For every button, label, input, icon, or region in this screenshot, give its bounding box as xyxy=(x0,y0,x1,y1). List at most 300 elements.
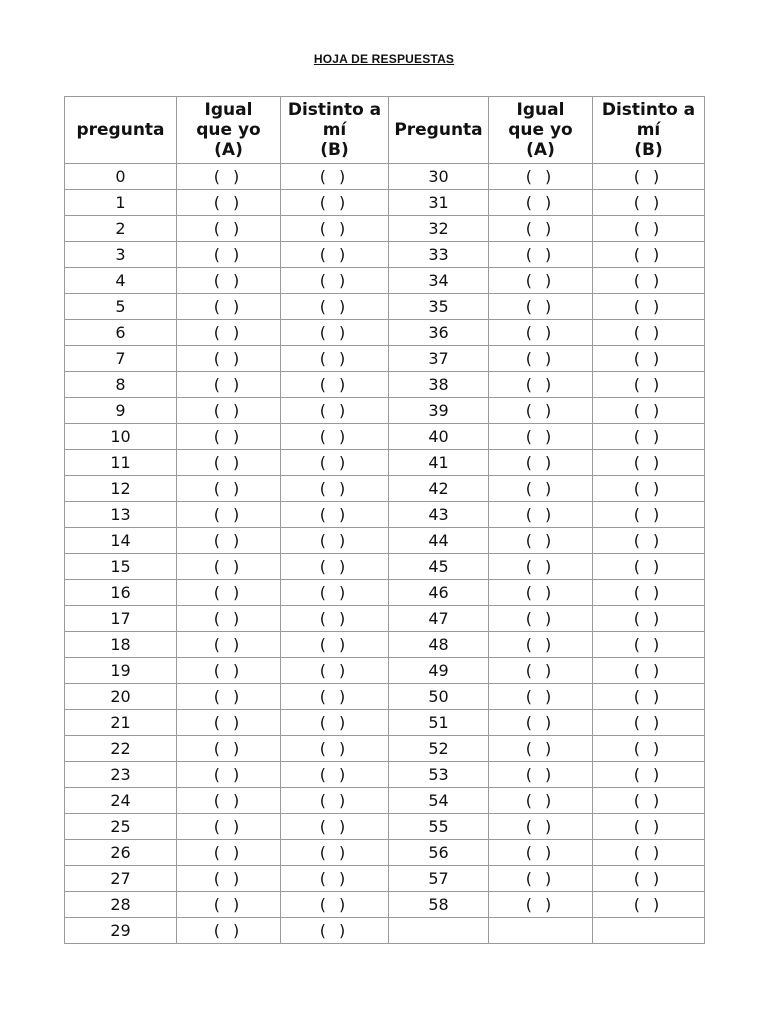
option-b-mark-right[interactable] xyxy=(593,346,705,372)
answer-parentheses: ( ) xyxy=(633,556,664,576)
question-number: 19 xyxy=(65,658,177,684)
answer-parentheses: ( ) xyxy=(633,764,664,784)
option-a-mark-right[interactable] xyxy=(489,736,593,762)
question-number: 28 xyxy=(65,892,177,918)
table-row xyxy=(65,866,705,892)
table-row xyxy=(65,736,705,762)
answer-parentheses: ( ) xyxy=(633,192,664,212)
header-option-b-left xyxy=(281,97,389,164)
option-b-mark-left[interactable] xyxy=(281,840,389,866)
option-a-mark-right[interactable] xyxy=(489,450,593,476)
question-number: 2 xyxy=(65,216,177,242)
option-b-mark-left[interactable] xyxy=(281,632,389,658)
option-a-mark-left[interactable] xyxy=(177,632,281,658)
answer-parentheses: ( ) xyxy=(319,348,350,368)
question-number: 43 xyxy=(389,502,489,528)
option-a-mark-left[interactable] xyxy=(177,606,281,632)
answer-parentheses: ( ) xyxy=(213,556,244,576)
answer-parentheses: ( ) xyxy=(213,478,244,498)
option-a-mark-left[interactable] xyxy=(177,918,281,944)
option-b-mark-right[interactable] xyxy=(593,606,705,632)
option-a-mark-right[interactable] xyxy=(489,242,593,268)
header-b-right-line-3: (B) xyxy=(634,140,663,160)
option-b-mark-right[interactable] xyxy=(593,372,705,398)
option-b-mark-right[interactable] xyxy=(593,190,705,216)
option-b-mark-left[interactable] xyxy=(281,294,389,320)
option-a-mark-right[interactable] xyxy=(489,892,593,918)
answer-parentheses: ( ) xyxy=(319,582,350,602)
answer-sheet xyxy=(64,96,704,952)
option-b-mark-right[interactable] xyxy=(593,424,705,450)
option-b-mark-left[interactable] xyxy=(281,736,389,762)
option-b-mark-right[interactable] xyxy=(593,216,705,242)
question-number: 1 xyxy=(65,190,177,216)
answer-parentheses: ( ) xyxy=(213,712,244,732)
answer-parentheses: ( ) xyxy=(319,790,350,810)
answer-parentheses: ( ) xyxy=(213,634,244,654)
answer-parentheses: ( ) xyxy=(525,790,556,810)
answer-parentheses: ( ) xyxy=(319,634,350,654)
option-b-mark-right[interactable] xyxy=(593,658,705,684)
answer-parentheses: ( ) xyxy=(319,868,350,888)
answer-parentheses: ( ) xyxy=(319,816,350,836)
option-a-mark-left[interactable] xyxy=(177,242,281,268)
table-row xyxy=(65,398,705,424)
answer-parentheses: ( ) xyxy=(525,686,556,706)
question-number: 56 xyxy=(389,840,489,866)
option-b-mark-left[interactable] xyxy=(281,190,389,216)
header-question-left xyxy=(65,97,177,164)
answer-parentheses: ( ) xyxy=(633,712,664,732)
option-a-mark-right[interactable] xyxy=(489,684,593,710)
table-row xyxy=(65,372,705,398)
question-number: 33 xyxy=(389,242,489,268)
table-row xyxy=(65,294,705,320)
table-row xyxy=(65,554,705,580)
option-a-mark-left[interactable] xyxy=(177,476,281,502)
option-a-mark-right[interactable] xyxy=(489,554,593,580)
answer-parentheses: ( ) xyxy=(319,686,350,706)
answer-parentheses: ( ) xyxy=(525,296,556,316)
header-a-right-line-2: que yo xyxy=(508,120,573,140)
option-a-mark-left[interactable] xyxy=(177,788,281,814)
header-option-b-right xyxy=(593,97,705,164)
option-b-mark-right[interactable] xyxy=(593,528,705,554)
header-b-line-3: (B) xyxy=(320,140,349,160)
answer-parentheses: ( ) xyxy=(633,686,664,706)
answer-parentheses: ( ) xyxy=(213,244,244,264)
answer-parentheses: ( ) xyxy=(525,270,556,290)
answer-parentheses: ( ) xyxy=(525,842,556,862)
answer-parentheses: ( ) xyxy=(319,270,350,290)
table-row xyxy=(65,580,705,606)
question-number: 5 xyxy=(65,294,177,320)
answer-parentheses: ( ) xyxy=(213,166,244,186)
answer-parentheses: ( ) xyxy=(525,166,556,186)
answer-parentheses: ( ) xyxy=(213,686,244,706)
answer-parentheses: ( ) xyxy=(525,816,556,836)
question-number: 13 xyxy=(65,502,177,528)
option-a-mark-right[interactable] xyxy=(489,190,593,216)
header-b-line-1: Distinto a xyxy=(287,100,382,120)
question-number: 27 xyxy=(65,866,177,892)
option-b-mark-right[interactable] xyxy=(593,710,705,736)
option-a-mark-left[interactable] xyxy=(177,658,281,684)
answer-parentheses: ( ) xyxy=(319,608,350,628)
question-number: 49 xyxy=(389,658,489,684)
question-number: 52 xyxy=(389,736,489,762)
option-b-mark-left[interactable] xyxy=(281,762,389,788)
header-a-right-line-3: (A) xyxy=(526,140,555,160)
header-row xyxy=(65,97,705,164)
answer-parentheses: ( ) xyxy=(319,504,350,524)
answer-parentheses: ( ) xyxy=(319,920,350,940)
option-b-mark-left[interactable] xyxy=(281,242,389,268)
question-number: 9 xyxy=(65,398,177,424)
option-b-mark-right[interactable] xyxy=(593,164,705,190)
empty-cell xyxy=(593,918,705,944)
option-b-mark-left[interactable] xyxy=(281,424,389,450)
option-a-mark-right[interactable] xyxy=(489,216,593,242)
option-b-mark-right[interactable] xyxy=(593,476,705,502)
option-b-mark-right[interactable] xyxy=(593,892,705,918)
option-b-mark-left[interactable] xyxy=(281,268,389,294)
option-a-mark-right[interactable] xyxy=(489,398,593,424)
option-a-mark-left[interactable] xyxy=(177,502,281,528)
answer-parentheses: ( ) xyxy=(525,894,556,914)
option-b-mark-right[interactable] xyxy=(593,788,705,814)
table-row xyxy=(65,632,705,658)
option-a-mark-left[interactable] xyxy=(177,450,281,476)
document-title: HOJA DE RESPUESTAS xyxy=(313,52,455,66)
table-row xyxy=(65,216,705,242)
question-number: 32 xyxy=(389,216,489,242)
option-b-mark-right[interactable] xyxy=(593,268,705,294)
answer-parentheses: ( ) xyxy=(525,426,556,446)
option-b-mark-right[interactable] xyxy=(593,294,705,320)
answer-parentheses: ( ) xyxy=(525,530,556,550)
option-a-mark-left[interactable] xyxy=(177,190,281,216)
option-b-mark-right[interactable] xyxy=(593,684,705,710)
option-a-mark-left[interactable] xyxy=(177,294,281,320)
question-number: 53 xyxy=(389,762,489,788)
option-b-mark-left[interactable] xyxy=(281,450,389,476)
table-row xyxy=(65,606,705,632)
answer-parentheses: ( ) xyxy=(213,452,244,472)
option-b-mark-left[interactable] xyxy=(281,684,389,710)
option-b-mark-left[interactable] xyxy=(281,502,389,528)
empty-cell xyxy=(489,918,593,944)
answer-parentheses: ( ) xyxy=(213,296,244,316)
option-a-mark-left[interactable] xyxy=(177,398,281,424)
table-row xyxy=(65,710,705,736)
option-b-mark-left[interactable] xyxy=(281,372,389,398)
question-number: 37 xyxy=(389,346,489,372)
table-row xyxy=(65,684,705,710)
question-number: 23 xyxy=(65,762,177,788)
option-a-mark-left[interactable] xyxy=(177,528,281,554)
option-a-mark-left[interactable] xyxy=(177,580,281,606)
answer-parentheses: ( ) xyxy=(319,842,350,862)
question-number: 10 xyxy=(65,424,177,450)
question-number: 3 xyxy=(65,242,177,268)
option-b-mark-right[interactable] xyxy=(593,554,705,580)
answer-parentheses: ( ) xyxy=(525,504,556,524)
header-b-right-line-2: mí xyxy=(636,120,661,140)
answer-parentheses: ( ) xyxy=(213,816,244,836)
answer-parentheses: ( ) xyxy=(633,270,664,290)
table-row xyxy=(65,476,705,502)
question-number: 29 xyxy=(65,918,177,944)
table-row xyxy=(65,190,705,216)
option-a-mark-right[interactable] xyxy=(489,528,593,554)
option-b-mark-right[interactable] xyxy=(593,632,705,658)
table-row xyxy=(65,918,705,944)
answer-table xyxy=(64,96,705,944)
option-a-mark-right[interactable] xyxy=(489,814,593,840)
answer-parentheses: ( ) xyxy=(633,660,664,680)
option-b-mark-left[interactable] xyxy=(281,788,389,814)
answer-parentheses: ( ) xyxy=(525,374,556,394)
question-number: 11 xyxy=(65,450,177,476)
option-a-mark-left[interactable] xyxy=(177,372,281,398)
answer-parentheses: ( ) xyxy=(213,764,244,784)
answer-parentheses: ( ) xyxy=(319,296,350,316)
option-a-mark-left[interactable] xyxy=(177,268,281,294)
answer-parentheses: ( ) xyxy=(319,478,350,498)
option-b-mark-right[interactable] xyxy=(593,736,705,762)
option-a-mark-left[interactable] xyxy=(177,320,281,346)
answer-parentheses: ( ) xyxy=(525,582,556,602)
table-row xyxy=(65,840,705,866)
table-row xyxy=(65,528,705,554)
option-a-mark-left[interactable] xyxy=(177,736,281,762)
answer-parentheses: ( ) xyxy=(525,218,556,238)
answer-parentheses: ( ) xyxy=(633,504,664,524)
question-number: 26 xyxy=(65,840,177,866)
option-a-mark-right[interactable] xyxy=(489,632,593,658)
question-number: 38 xyxy=(389,372,489,398)
option-a-mark-right[interactable] xyxy=(489,840,593,866)
answer-parentheses: ( ) xyxy=(213,374,244,394)
answer-parentheses: ( ) xyxy=(633,790,664,810)
answer-parentheses: ( ) xyxy=(319,166,350,186)
question-number: 47 xyxy=(389,606,489,632)
question-number: 30 xyxy=(389,164,489,190)
table-row xyxy=(65,164,705,190)
option-b-mark-right[interactable] xyxy=(593,320,705,346)
answer-parentheses: ( ) xyxy=(525,868,556,888)
table-row xyxy=(65,268,705,294)
header-a-line-2: que yo xyxy=(196,120,261,140)
option-a-mark-right[interactable] xyxy=(489,710,593,736)
question-number: 55 xyxy=(389,814,489,840)
option-a-mark-right[interactable] xyxy=(489,866,593,892)
option-a-mark-left[interactable] xyxy=(177,684,281,710)
answer-parentheses: ( ) xyxy=(319,192,350,212)
question-number: 45 xyxy=(389,554,489,580)
answer-table-body xyxy=(65,164,705,944)
option-b-mark-right[interactable] xyxy=(593,502,705,528)
answer-parentheses: ( ) xyxy=(319,712,350,732)
answer-parentheses: ( ) xyxy=(213,348,244,368)
option-b-mark-right[interactable] xyxy=(593,242,705,268)
option-b-mark-left[interactable] xyxy=(281,346,389,372)
option-a-mark-right[interactable] xyxy=(489,372,593,398)
answer-parentheses: ( ) xyxy=(319,374,350,394)
question-number: 50 xyxy=(389,684,489,710)
option-a-mark-right[interactable] xyxy=(489,268,593,294)
option-a-mark-left[interactable] xyxy=(177,554,281,580)
answer-parentheses: ( ) xyxy=(319,556,350,576)
option-a-mark-right[interactable] xyxy=(489,346,593,372)
header-a-line-1: Igual xyxy=(204,100,253,120)
option-a-mark-right[interactable] xyxy=(489,476,593,502)
option-a-mark-right[interactable] xyxy=(489,320,593,346)
answer-parentheses: ( ) xyxy=(213,192,244,212)
answer-parentheses: ( ) xyxy=(525,660,556,680)
option-b-mark-left[interactable] xyxy=(281,918,389,944)
option-b-mark-left[interactable] xyxy=(281,658,389,684)
option-b-mark-right[interactable] xyxy=(593,814,705,840)
option-b-mark-right[interactable] xyxy=(593,450,705,476)
answer-parentheses: ( ) xyxy=(213,868,244,888)
option-b-mark-left[interactable] xyxy=(281,216,389,242)
option-a-mark-left[interactable] xyxy=(177,814,281,840)
header-question-left-label: pregunta xyxy=(76,120,165,140)
question-number: 14 xyxy=(65,528,177,554)
option-a-mark-left[interactable] xyxy=(177,164,281,190)
option-a-mark-right[interactable] xyxy=(489,424,593,450)
answer-parentheses: ( ) xyxy=(633,894,664,914)
answer-parentheses: ( ) xyxy=(633,400,664,420)
table-row xyxy=(65,242,705,268)
answer-parentheses: ( ) xyxy=(633,634,664,654)
answer-parentheses: ( ) xyxy=(319,218,350,238)
answer-parentheses: ( ) xyxy=(633,166,664,186)
option-b-mark-right[interactable] xyxy=(593,762,705,788)
answer-parentheses: ( ) xyxy=(213,660,244,680)
question-number: 41 xyxy=(389,450,489,476)
option-b-mark-left[interactable] xyxy=(281,892,389,918)
option-a-mark-left[interactable] xyxy=(177,892,281,918)
answer-parentheses: ( ) xyxy=(633,582,664,602)
question-number: 8 xyxy=(65,372,177,398)
option-a-mark-left[interactable] xyxy=(177,762,281,788)
question-number: 58 xyxy=(389,892,489,918)
question-number: 44 xyxy=(389,528,489,554)
option-a-mark-left[interactable] xyxy=(177,710,281,736)
question-number: 51 xyxy=(389,710,489,736)
question-number: 24 xyxy=(65,788,177,814)
question-number: 6 xyxy=(65,320,177,346)
option-b-mark-left[interactable] xyxy=(281,580,389,606)
header-option-a-left xyxy=(177,97,281,164)
table-row xyxy=(65,502,705,528)
answer-parentheses: ( ) xyxy=(213,582,244,602)
answer-parentheses: ( ) xyxy=(319,738,350,758)
option-a-mark-right[interactable] xyxy=(489,606,593,632)
option-b-mark-right[interactable] xyxy=(593,866,705,892)
answer-parentheses: ( ) xyxy=(213,504,244,524)
option-b-mark-left[interactable] xyxy=(281,866,389,892)
option-a-mark-right[interactable] xyxy=(489,294,593,320)
option-a-mark-right[interactable] xyxy=(489,788,593,814)
answer-parentheses: ( ) xyxy=(319,660,350,680)
question-number: 39 xyxy=(389,398,489,424)
answer-parentheses: ( ) xyxy=(633,608,664,628)
question-number: 17 xyxy=(65,606,177,632)
answer-parentheses: ( ) xyxy=(633,374,664,394)
answer-parentheses: ( ) xyxy=(633,478,664,498)
answer-parentheses: ( ) xyxy=(319,322,350,342)
answer-parentheses: ( ) xyxy=(319,244,350,264)
table-row xyxy=(65,814,705,840)
option-b-mark-right[interactable] xyxy=(593,580,705,606)
answer-parentheses: ( ) xyxy=(525,192,556,212)
option-a-mark-left[interactable] xyxy=(177,840,281,866)
option-b-mark-right[interactable] xyxy=(593,398,705,424)
option-b-mark-left[interactable] xyxy=(281,606,389,632)
answer-parentheses: ( ) xyxy=(633,322,664,342)
option-a-mark-left[interactable] xyxy=(177,424,281,450)
option-b-mark-right[interactable] xyxy=(593,840,705,866)
answer-parentheses: ( ) xyxy=(319,400,350,420)
option-b-mark-left[interactable] xyxy=(281,398,389,424)
answer-parentheses: ( ) xyxy=(213,270,244,290)
answer-parentheses: ( ) xyxy=(633,218,664,238)
option-b-mark-left[interactable] xyxy=(281,164,389,190)
question-number: 31 xyxy=(389,190,489,216)
option-b-mark-left[interactable] xyxy=(281,554,389,580)
answer-parentheses: ( ) xyxy=(319,894,350,914)
answer-parentheses: ( ) xyxy=(525,478,556,498)
answer-parentheses: ( ) xyxy=(525,634,556,654)
option-a-mark-left[interactable] xyxy=(177,346,281,372)
option-a-mark-right[interactable] xyxy=(489,502,593,528)
answer-parentheses: ( ) xyxy=(213,842,244,862)
option-a-mark-right[interactable] xyxy=(489,658,593,684)
header-b-right-line-1: Distinto a xyxy=(601,100,696,120)
question-number: 57 xyxy=(389,866,489,892)
option-b-mark-left[interactable] xyxy=(281,710,389,736)
option-b-mark-left[interactable] xyxy=(281,814,389,840)
answer-parentheses: ( ) xyxy=(633,816,664,836)
option-a-mark-right[interactable] xyxy=(489,580,593,606)
answer-parentheses: ( ) xyxy=(525,322,556,342)
table-row xyxy=(65,424,705,450)
table-row xyxy=(65,788,705,814)
option-b-mark-left[interactable] xyxy=(281,476,389,502)
option-a-mark-left[interactable] xyxy=(177,866,281,892)
option-a-mark-left[interactable] xyxy=(177,216,281,242)
question-number: 15 xyxy=(65,554,177,580)
answer-parentheses: ( ) xyxy=(213,738,244,758)
question-number: 21 xyxy=(65,710,177,736)
question-number: 18 xyxy=(65,632,177,658)
header-a-right-line-1: Igual xyxy=(516,100,565,120)
question-number: 35 xyxy=(389,294,489,320)
table-row xyxy=(65,658,705,684)
option-b-mark-left[interactable] xyxy=(281,528,389,554)
option-a-mark-right[interactable] xyxy=(489,762,593,788)
question-number: 22 xyxy=(65,736,177,762)
option-a-mark-right[interactable] xyxy=(489,164,593,190)
option-b-mark-left[interactable] xyxy=(281,320,389,346)
answer-parentheses: ( ) xyxy=(633,426,664,446)
answer-parentheses: ( ) xyxy=(525,608,556,628)
question-number: 25 xyxy=(65,814,177,840)
